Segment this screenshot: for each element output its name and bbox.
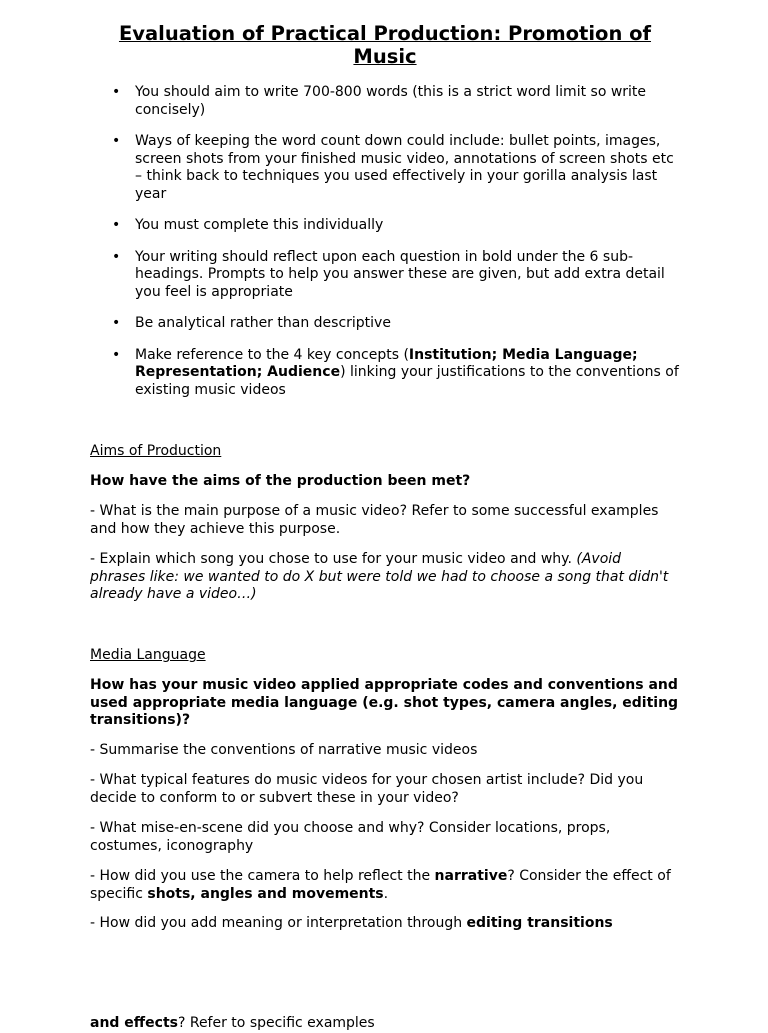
list-item	[90, 133, 680, 203]
media-prompt-editing-b: editing transitions	[466, 915, 613, 931]
bullet-icon: •	[112, 315, 121, 331]
media-prompt-camera-e: .	[383, 885, 389, 902]
list-item	[90, 315, 680, 333]
aims-question: How have the aims of the production been met?	[90, 473, 471, 489]
list-item-text: Be analytical rather than descriptive	[135, 315, 391, 331]
instructions-list	[90, 84, 680, 413]
list-item	[90, 347, 680, 400]
bullet-icon: •	[112, 84, 121, 100]
aims-prompt-purpose: - What is the main purpose of a music video? Refer to some successful examples and how they achieve this purpose.	[90, 503, 659, 537]
bullet-icon: •	[112, 248, 121, 265]
list-item-text: You must complete this individually	[135, 217, 384, 233]
media-prompt-editing-a: - How did you add meaning or interpretation through	[90, 915, 467, 931]
media-prompt-camera-d: shots, angles and movements	[147, 885, 384, 902]
aims-heading: Aims of Production	[90, 443, 222, 459]
media-question: How has your music video applied appropriate codes and conventions and used appropriate media language (e.g. shot types, camera angles, editing transitions)?	[90, 677, 679, 728]
media-prompt-camera-c: ? Consider the effect of specific	[90, 868, 671, 902]
media-prompt-camera-a: - How did you use the camera to help reflect the	[90, 868, 435, 884]
aims-prompt-song-text: - Explain which song you chose to use for your music video and why.	[90, 551, 577, 567]
bullet-icon: •	[112, 133, 121, 149]
media-prompt-editing	[90, 915, 680, 933]
aims-prompt-song	[90, 551, 680, 604]
list-item	[90, 84, 680, 119]
list-item	[90, 217, 680, 235]
media-prompt-camera-b: narrative	[434, 868, 508, 884]
list-item-text-pre: Make reference to the 4 key concepts (	[135, 346, 409, 363]
document-title: Evaluation of Practical Production: Promotion of Music	[118, 22, 652, 68]
media-prompt-camera	[90, 868, 680, 903]
bullet-icon: •	[112, 217, 121, 233]
media-prompt-conventions: - Summarise the conventions of narrative music videos	[90, 742, 478, 758]
bullet-icon: •	[112, 346, 121, 363]
list-item-text: Ways of keeping the word count down could include: bullet points, images, screen shots from your finished music video, annotations of screen shots etc – think back to techniques you used effectively in your gorilla analysis last year	[135, 133, 674, 202]
media-prompt-mise-en-scene: - What mise-en-scene did you choose and why? Consider locations, props, costumes, iconography	[90, 820, 611, 854]
aims-prompt-song-note: (Avoid phrases like: we wanted to do X but were told we had to choose a song that didn't already have a video…)	[90, 551, 669, 602]
list-item-text: You should aim to write 700-800 words (this is a strict word limit so write concisely)	[135, 84, 647, 118]
list-item-text: Your writing should reflect upon each question in bold under the 6 sub-headings. Prompts to help you answer these are given, but add extra detail you feel is appropriate	[135, 248, 665, 300]
list-item-text-post: ) linking your justifications to the conventions of existing music videos	[135, 364, 679, 398]
list-item	[90, 249, 680, 302]
media-heading: Media Language	[90, 647, 206, 663]
media-prompt-effects-b: ? Refer to specific examples	[177, 1015, 375, 1031]
media-prompt-features: - What typical features do music videos for your chosen artist include? Did you decide to conform to or subvert these in your video?	[90, 772, 644, 806]
media-prompt-effects-a: and effects	[90, 1015, 178, 1031]
key-concepts: Institution; Media Language; Representation; Audience	[135, 346, 638, 380]
